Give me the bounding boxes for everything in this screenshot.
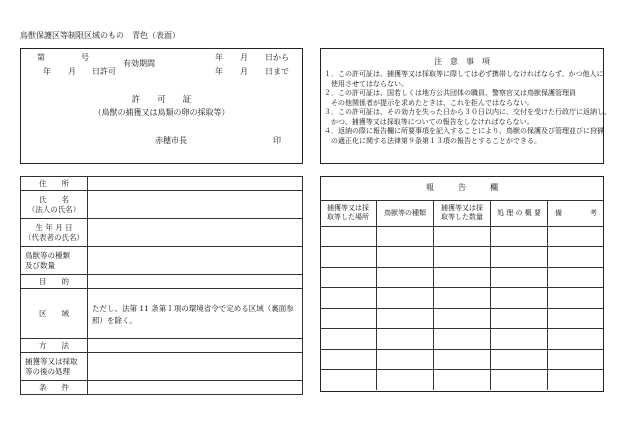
report-cell[interactable]	[377, 329, 434, 350]
form-row-method	[21, 339, 303, 353]
report-col-place-line1: 捕獲等又は採	[327, 204, 369, 212]
value-birth[interactable]	[88, 219, 303, 247]
report-cell[interactable]	[377, 226, 434, 247]
report-row	[320, 247, 604, 268]
label-birth-line1: 生 年 月 日	[35, 222, 73, 232]
value-area[interactable]	[88, 289, 303, 339]
report-row	[320, 370, 604, 391]
report-cell[interactable]	[548, 247, 605, 268]
value-address[interactable]	[88, 177, 303, 191]
value-name[interactable]	[88, 191, 303, 219]
label-disposal	[21, 353, 88, 381]
label-name-line1: 氏 名	[39, 194, 69, 204]
report-cell[interactable]	[491, 308, 548, 329]
permit-year: 年	[43, 67, 51, 76]
value-method[interactable]	[88, 339, 303, 353]
report-row	[320, 288, 604, 309]
form-row-conditions	[21, 381, 303, 395]
validity-label: 有効期間	[123, 59, 155, 68]
permit-issued-day: 日許可	[92, 67, 116, 76]
form-row-area	[21, 289, 303, 339]
label-address: 住 所	[21, 177, 88, 191]
note-line: その他関係者が提示を求めたときは、これを拒んではならない。	[324, 98, 534, 107]
report-cell[interactable]	[377, 247, 434, 268]
report-cell[interactable]	[377, 308, 434, 329]
note-line: 使用させてはならない。	[324, 79, 408, 88]
value-species[interactable]	[88, 247, 303, 275]
value-disposal[interactable]	[88, 353, 303, 381]
label-name-line2: （法人の氏名）	[27, 204, 81, 214]
form-row-address	[21, 177, 303, 191]
seal-mark: 印	[273, 136, 281, 145]
form-row-disposal	[21, 353, 303, 381]
label-purpose: 目 的	[21, 275, 88, 289]
report-row	[320, 267, 604, 288]
label-name	[21, 191, 88, 219]
report-table	[320, 176, 604, 390]
label-birth	[21, 219, 88, 247]
report-cell[interactable]	[377, 370, 434, 391]
validity-end-month: 月	[240, 67, 248, 76]
issuer: 赤穂市長	[155, 136, 187, 145]
label-area: 区 域	[21, 289, 88, 339]
report-row	[320, 349, 604, 370]
value-purpose[interactable]	[88, 275, 303, 289]
report-cell[interactable]	[320, 329, 377, 350]
label-method: 方 法	[21, 339, 88, 353]
report-col-quantity-line2: 取等した数量	[441, 213, 483, 221]
permit-month: 月	[68, 67, 76, 76]
report-cell[interactable]	[491, 349, 548, 370]
report-cell[interactable]	[320, 370, 377, 391]
form-row-birth	[21, 219, 303, 247]
note-line: １．この許可証は、捕獲等又は採取等に際しては必ず携帯しなければならず、かつ他人に	[324, 70, 604, 78]
note-line: の適正化に関する法律第９条第１３項の報告とすることができる。	[324, 136, 541, 145]
validity-start-day: 日から	[265, 53, 289, 62]
report-cell[interactable]	[434, 308, 491, 329]
note-line: ４．返納の際に報告欄に所要事項を記入することにより、鳥獣の保護及び管理並びに狩猟	[324, 127, 604, 135]
report-col-quantity	[434, 200, 491, 226]
report-cell[interactable]	[434, 226, 491, 247]
report-col-species	[377, 200, 434, 226]
report-cell[interactable]	[548, 308, 605, 329]
report-cell[interactable]	[491, 288, 548, 309]
page-title: 鳥獣保護区等制限区域のもの 青色（表面）	[20, 31, 180, 40]
label-conditions: 条 件	[21, 381, 88, 395]
report-col-place	[320, 200, 377, 226]
applicant-form	[20, 176, 303, 395]
report-cell[interactable]	[434, 247, 491, 268]
permit-gou: 号	[81, 53, 89, 62]
label-species-line1: 鳥獣等の種類	[25, 250, 70, 260]
report-row	[320, 308, 604, 329]
label-species	[21, 247, 88, 275]
report-cell[interactable]	[491, 329, 548, 350]
report-cell[interactable]	[377, 349, 434, 370]
report-cell[interactable]	[548, 349, 605, 370]
value-conditions[interactable]	[88, 381, 303, 395]
report-col-remarks-line1: 備 考	[555, 208, 597, 217]
report-body	[320, 226, 604, 390]
report-cell[interactable]	[548, 226, 605, 247]
report-row	[320, 226, 604, 247]
notes-title: 注 意 事 項	[434, 57, 490, 66]
report-col-remarks	[548, 200, 605, 226]
report-cell[interactable]	[491, 226, 548, 247]
report-col-quantity-line1: 捕獲等又は採	[441, 204, 483, 212]
label-disposal-line2: 等の後の処理	[25, 366, 70, 376]
report-cell[interactable]	[377, 288, 434, 309]
report-cell[interactable]	[320, 288, 377, 309]
label-birth-line2: （代表者の氏名）	[24, 232, 84, 242]
notes-box	[320, 48, 611, 164]
permit-box	[20, 48, 303, 164]
label-species-line2: 及び数量	[25, 260, 55, 270]
report-row	[320, 329, 604, 350]
report-cell[interactable]	[491, 370, 548, 391]
report-title-row	[320, 176, 604, 200]
report-cell[interactable]	[320, 349, 377, 370]
form-row-purpose	[21, 275, 303, 289]
report-cell[interactable]	[434, 370, 491, 391]
report-cell[interactable]	[434, 288, 491, 309]
report-col-summary-line1: 処 理 の 概 要	[497, 208, 541, 217]
report-cell[interactable]	[434, 329, 491, 350]
report-cell[interactable]	[434, 349, 491, 370]
area-note: ただし、法第 11 条第１項の環境省令で定める区域（裏面参照）を除く。	[92, 304, 294, 325]
report-col-summary	[491, 200, 548, 226]
report-cell[interactable]	[491, 247, 548, 268]
report-cell[interactable]	[434, 267, 491, 288]
note-line: かつ、捕獲等又は採取等についての報告をしなければならない。	[324, 117, 534, 126]
validity-start-year: 年	[215, 53, 223, 62]
validity-start-month: 月	[240, 53, 248, 62]
report-col-place-line2: 取等した場所	[327, 213, 369, 221]
form-row-name	[21, 191, 303, 219]
validity-end-day: 日まで	[265, 67, 289, 76]
note-line: ３．この許可証は、その効力を失った日から３０日以内に、交付を受けた行政庁に返納し、	[324, 108, 611, 116]
validity-end-year: 年	[215, 67, 223, 76]
notes-list	[324, 70, 611, 146]
report-cell[interactable]	[320, 267, 377, 288]
permit-subtitle: （鳥獣の捕獲又は鳥類の卵の採取等）	[93, 108, 230, 117]
report-header-row	[320, 200, 604, 226]
permit-title: 許 可 証	[131, 95, 192, 105]
report-cell[interactable]	[320, 226, 377, 247]
report-cell[interactable]	[548, 267, 605, 288]
report-cell[interactable]	[548, 329, 605, 350]
note-line: ２．この許可証は、国若しくは地方公共団体の職員、警察官又は鳥獣保護管理員	[324, 89, 576, 97]
report-cell[interactable]	[548, 288, 605, 309]
label-disposal-line1: 捕獲等又は採取	[25, 356, 78, 366]
report-title: 報 告 欄	[320, 176, 604, 200]
report-col-species-line1: 鳥獣等の種類	[384, 208, 426, 217]
report-cell[interactable]	[491, 267, 548, 288]
form-row-species	[21, 247, 303, 275]
report-cell[interactable]	[548, 370, 605, 391]
report-cell[interactable]	[320, 308, 377, 329]
permit-dai: 第	[37, 53, 45, 62]
report-cell[interactable]	[377, 267, 434, 288]
report-cell[interactable]	[320, 247, 377, 268]
